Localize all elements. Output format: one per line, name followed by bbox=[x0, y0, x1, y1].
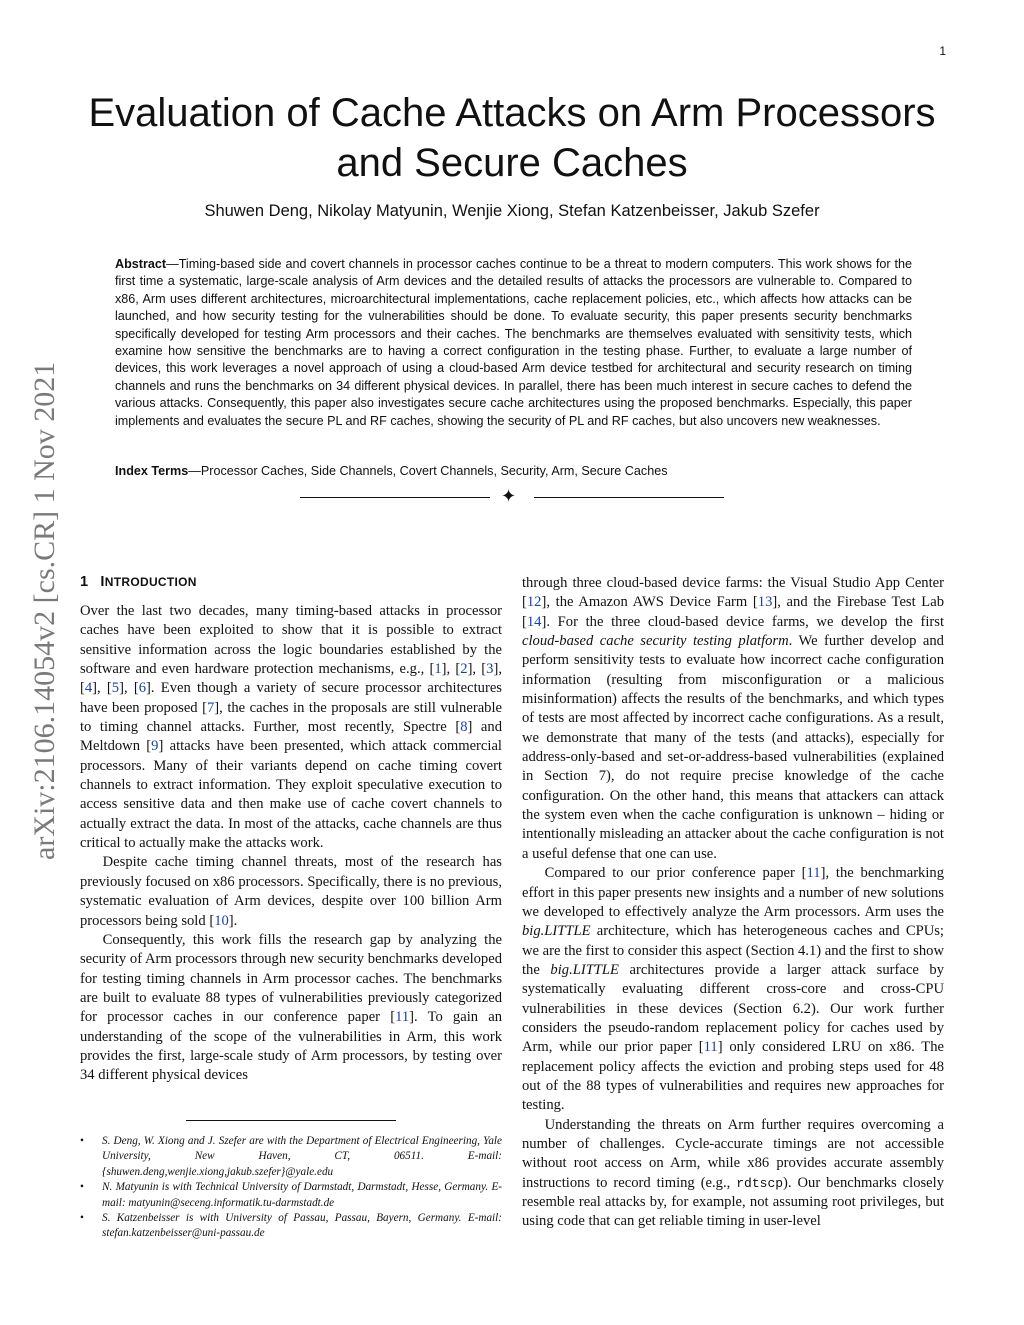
page-number: 1 bbox=[939, 44, 946, 58]
section-initial: I bbox=[100, 574, 105, 590]
arxiv-stamp: arXiv:2106.14054v2 [cs.CR] 1 Nov 2021 bbox=[28, 361, 61, 860]
footnote-item: • S. Katzenbeisser is with University of Passau, Passau, Bayern, Germany. E-mail: stefan.katzenbeisser@uni-passau.de bbox=[80, 1211, 502, 1242]
citation-link[interactable]: 1 bbox=[434, 661, 442, 678]
citation-link[interactable]: 9 bbox=[151, 738, 159, 755]
divider-star-icon: ✦ bbox=[501, 486, 517, 507]
abstract bbox=[115, 256, 912, 430]
index-terms-text: —Processor Caches, Side Channels, Covert Channels, Security, Arm, Secure Caches bbox=[188, 464, 668, 478]
citation-link[interactable]: 3 bbox=[486, 661, 494, 678]
citation-link[interactable]: 11 bbox=[806, 865, 821, 882]
footnote-item: • S. Deng, W. Xiong and J. Szefer are with the Department of Electrical Engineering, Yale University, New Haven, CT, 06511. E-mail: {shuwen.deng,wenjie.xiong,jakub.szefer}@yale.edu bbox=[80, 1134, 502, 1180]
citation-link[interactable]: 12 bbox=[526, 594, 542, 611]
citation-link[interactable]: 5 bbox=[111, 680, 120, 697]
footnote-item: • N. Matyunin is with Technical University of Darmstadt, Darmstadt, Hesse, Germany. E-mail: matyunin@seceng.informatik.tu-darmstadt.de bbox=[80, 1180, 502, 1211]
left-column bbox=[80, 602, 502, 1086]
paragraph: through three cloud-based device farms: the Visual Studio App Center [12], the Amazon AWS Device Farm [13], and the Firebase Test Lab [14]. For the three cloud-based device farms, we develop the first cloud-based cache security testing platform. We further develop and perform sensitivity tests to evaluate how incorrect cache configuration information (resulting from misconfiguration or a malicious misinformation) affects the results of the benchmarks, and which types of tests are most affected by incorrect cache configurations. As a result, we demonstrate that many of the tests (and attacks), especially for address-only-based and set-or-address-based vulnerabilities (explained in Section 7), do not require precise knowledge of the cache configuration. On the other hand, this means that attackers can attack the system even when the cache configuration is unknown – hiding or intentionally misleading an attacker about the cache configuration is not a useful defense that one can use. bbox=[522, 575, 944, 862]
paragraph: Compared to our prior conference paper [11], the benchmarking effort in this paper presents new insights and a number of new solutions we developed to effectively analyze the Arm processors. Arm uses the big.LITTLE architecture, which has heterogeneous caches and CPUs; we are the first to consider this aspect (Section 4.1) and the first to show the big.LITTLE architectures provide a larger attack surface by systematically evaluating different cross-core and cross-CPU vulnerabilities in these devices (Section 6.2). Our work further considers the pseudo-random replacement policy for caches used by Arm, while our prior paper [11] only considered LRU on x86. The replacement policy affects the eviction and probing steps used for 48 out of the 88 types of vulnerabilities and requires new approaches for testing. bbox=[522, 865, 945, 1114]
author-list: Shuwen Deng, Nikolay Matyunin, Wenjie Xiong, Stefan Katzenbeisser, Jakub Szefer bbox=[204, 202, 820, 220]
citation-link[interactable]: 8 bbox=[460, 719, 468, 736]
index-terms-label: Index Terms bbox=[115, 464, 189, 478]
citation-link[interactable]: 6 bbox=[138, 680, 147, 697]
right-column bbox=[522, 574, 944, 1232]
section-title-rest: NTRODUCTION bbox=[104, 575, 197, 589]
citation-link[interactable]: 11 bbox=[395, 1009, 410, 1026]
abstract-label: Abstract bbox=[115, 257, 167, 271]
section-number: 1 bbox=[80, 574, 89, 590]
paragraph: Despite cache timing channel threats, most of the research has previously focused on x86 processors. Specifically, there is no previous, systematic evaluation of Arm devices, despite over 100 billion Arm processors being sold [10]. bbox=[80, 854, 502, 929]
index-terms bbox=[115, 464, 912, 478]
citation-link[interactable]: 4 bbox=[84, 680, 93, 697]
abstract-text: —Timing-based side and covert channels in processor caches continue to be a threat to modern computers. This work shows for the first time a systematic, large-scale analysis of Arm devices and the detailed results of attacks the processors are vulnerable to. Compared to x86, Arm uses different architectures, microarchitectural implementations, cache replacement policies, etc., which affects how attacks can be launched, and how security testing for the vulnerabilities should be done. To evaluate security, this paper presents security benchmarks specifically developed for testing Arm processors and their caches. The benchmarks are themselves evaluated with sensitivity tests, which examine how sensitive the benchmarks are to having a correct configuration in the testing phase. Further, to evaluate a large number of devices, this work leverages a novel approach of using a cloud-based Arm device testbed for architectural and security research on timing channels and runs the benchmarks on 34 different physical devices. In parallel, there has been much interest in secure caches to defend the various attacks. Consequently, this paper also investigates secure cache architectures using the proposed benchmarks. Especially, this paper implements and evaluates the secure PL and RF caches, showing the security of PL and RF caches, but also uncovers new weaknesses. bbox=[115, 257, 912, 428]
citation-link[interactable]: 13 bbox=[757, 594, 773, 611]
citation-link[interactable]: 7 bbox=[207, 699, 215, 716]
citation-link[interactable]: 11 bbox=[703, 1039, 718, 1056]
citation-link[interactable]: 2 bbox=[460, 661, 468, 678]
paragraph: Over the last two decades, many timing-based attacks in processor caches have been exploited to show that it is possible to extract sensitive information across the logic boundaries established by the software and even hardware protection mechanisms, e.g., [1], [2], [3], [4], [5], [6]. Even though a variety of secure processor architectures have been proposed [7], the caches in the proposals are still vulnerable to timing channel attacks. Further, most recently, Spectre [8] and Meltdown [9] attacks have been presented, which attack commercial processors. Many of their variants depend on cache timing covert channels to extract information. They exploit speculative execution to access sensitive data and then make use of cache covert channels to actually extract the data. In most of the attacks, cache channels are thus critical to actually make the attacks work. bbox=[80, 603, 502, 852]
divider-line-right bbox=[534, 497, 724, 498]
paper-title: Evaluation of Cache Attacks on Arm Processors and Secure Caches bbox=[88, 91, 936, 185]
paragraph: Understanding the threats on Arm further requires overcoming a number of challenges. Cycle-accurate timings are not accessible without root access on Arm, while x86 provides accurate assembly instructions to record timing (e.g., rdtscp). Our benchmarks closely resemble real attacks by, for example, not assuming root privileges, but using code that can get reliable timing in user-level bbox=[522, 1116, 944, 1230]
paragraph: Consequently, this work fills the research gap by analyzing the security of Arm processors through new security benchmarks developed for testing timing channels in Arm processor caches. The benchmarks are built to evaluate 88 types of vulnerabilities previously categorized for processor caches in our conference paper [11]. To gain an understanding of the scope of the vulnerabilities in Arm, this work provides the first, large-scale study of Arm processors, by testing over 34 different physical devices bbox=[80, 931, 502, 1084]
section-heading bbox=[80, 574, 197, 590]
footnote-rule bbox=[186, 1120, 396, 1121]
section-divider bbox=[300, 488, 724, 508]
citation-link[interactable]: 14 bbox=[526, 613, 542, 630]
citation-link[interactable]: 10 bbox=[214, 912, 229, 929]
footnotes bbox=[80, 1134, 502, 1242]
divider-line-left bbox=[300, 497, 490, 498]
inline-code: rdtscp bbox=[736, 1175, 784, 1191]
